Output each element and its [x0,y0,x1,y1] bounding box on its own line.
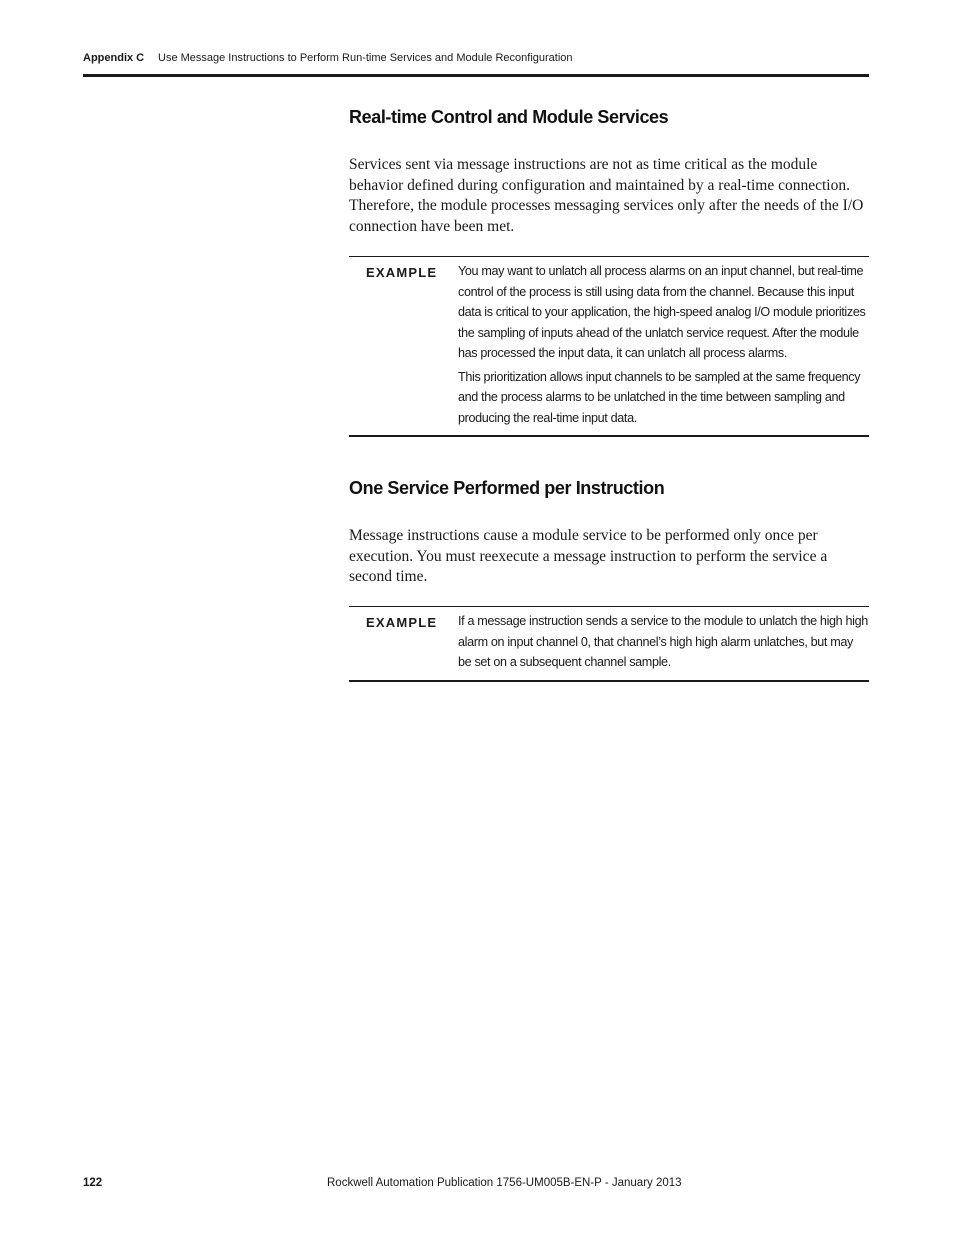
header-title: Use Message Instructions to Perform Run-time Services and Module Reconfiguration [158,52,573,64]
body-paragraph: Services sent via message instructions are not as time critical as the module behavior defined during configuration and maintained by a real-time connection. Therefore, the module processes messaging services only after the needs of the I/O connection have been met. [349,156,864,235]
example-box [349,256,869,437]
section-body [349,526,869,588]
example-paragraph: If a message instruction sends a service to the module to unlatch the high high alarm on input channel 0, that channel’s high high alarm unlatches, but may be set on a subsequent channel sample. [458,614,868,669]
example-text [458,607,869,673]
body-paragraph: Message instructions cause a module service to be performed only once per execution. You must reexecute a message instruction to perform the service a second time. [349,527,828,585]
section-heading: Real-time Control and Module Services [349,107,669,127]
appendix-label: Appendix C [83,52,145,64]
page-number: 122 [83,1177,103,1189]
header-rule [83,74,869,77]
section-heading: One Service Performed per Instruction [349,478,665,498]
example-paragraph: This prioritization allows input channels to be sampled at the same frequency and the process alarms to be unlatched in the time between sampling and producing the real-time input data. [458,369,861,425]
running-header [83,52,868,64]
publication-info: Rockwell Automation Publication 1756-UM005B-EN-P - January 2013 [327,1177,682,1189]
example-label: EXAMPLE [366,615,438,630]
section-one-service [349,478,869,499]
example-text [458,257,869,428]
section-real-time-control [349,107,869,128]
example-paragraph: You may want to unlatch all process alarms on an input channel, but real-time control of the process is still using data from the channel. Because this input data is critical to your application, the high-speed analog I/O module prioritizes the sampling of inputs ahead of the unlatch service request. After the module has processed the input data, it can unlatch all process alarms. [458,264,866,360]
section-body [349,155,869,237]
example-box [349,606,869,682]
example-label: EXAMPLE [366,265,438,280]
